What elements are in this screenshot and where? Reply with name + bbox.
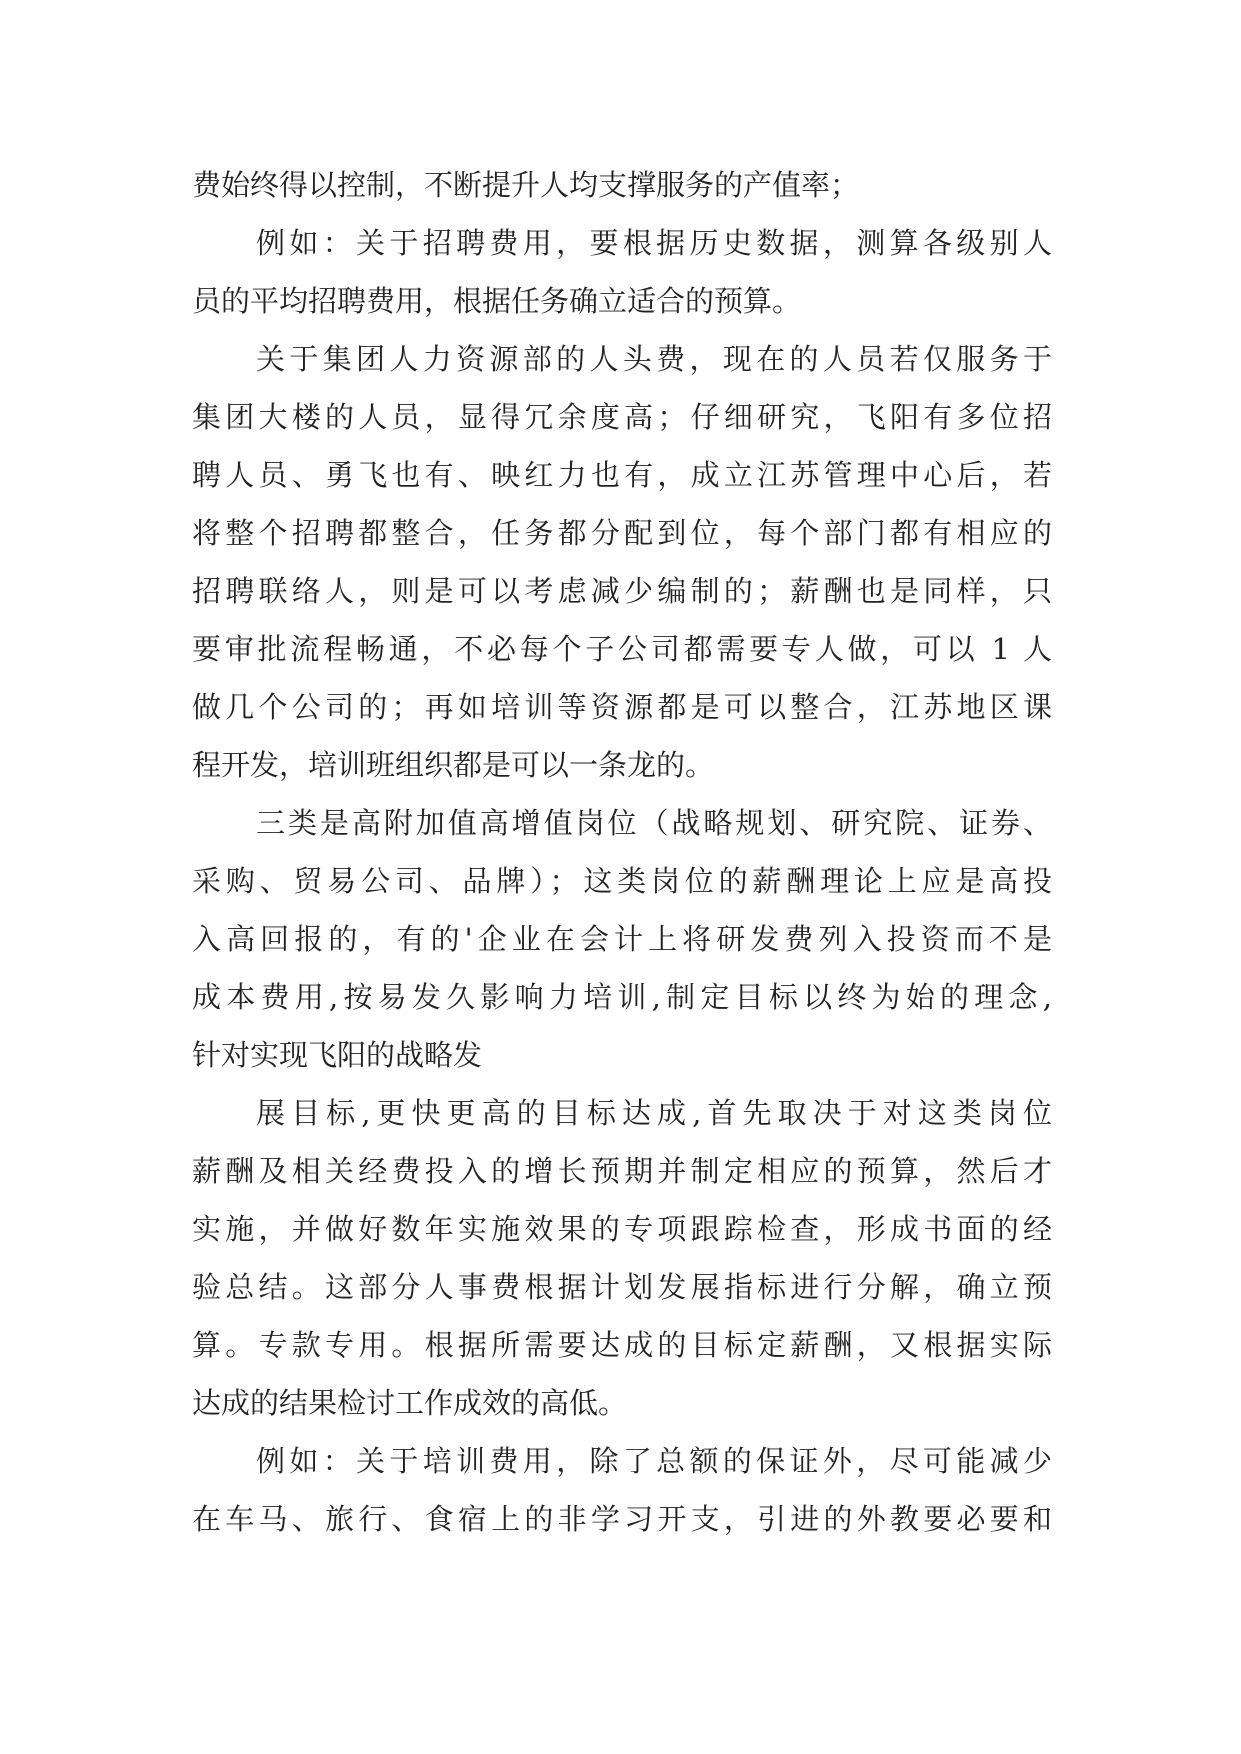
text-line: 在车马、旅行、食宿上的非学习开支，引进的外教要必要和 [192, 1502, 1052, 1536]
text-line: 算。专款专用。根据所需要达成的目标定薪酬，又根据实际 [192, 1328, 1052, 1362]
text-line: 程开发，培训班组织都是可以一条龙的。 [192, 748, 715, 782]
text-line: 入高回报的，有的'企业在会计上将研发费列入投资而不是 [192, 922, 1052, 956]
text-line: 采购、贸易公司、品牌）；这类岗位的薪酬理论上应是高投 [192, 864, 1052, 898]
text-line: 要审批流程畅通，不必每个子公司都需要专人做，可以 1 人 [192, 632, 1052, 666]
text-line: 费始终得以控制，不断提升人均支撑服务的产值率； [192, 168, 860, 202]
text-line: 集团大楼的人员，显得冗余度高；仔细研究，飞阳有多位招 [192, 400, 1052, 434]
text-line: 实施，并做好数年实施效果的专项跟踪检查，形成书面的经 [192, 1212, 1052, 1246]
body-text [192, 156, 1052, 1548]
text-line: 针对实现飞阳的战略发 [192, 1038, 483, 1072]
text-line: 展目标,更快更高的目标达成,首先取决于对这类岗位 [256, 1096, 1052, 1130]
text-line: 招聘联络人，则是可以考虑减少编制的；薪酬也是同样，只 [192, 574, 1052, 608]
text-line: 关于集团人力资源部的人头费，现在的人员若仅服务于 [256, 342, 1052, 376]
text-line: 例如：关于培训费用，除了总额的保证外，尽可能减少 [256, 1444, 1052, 1478]
text-line: 聘人员、勇飞也有、映红力也有，成立江苏管理中心后，若 [192, 458, 1052, 492]
text-line: 薪酬及相关经费投入的增长预期并制定相应的预算，然后才 [192, 1154, 1052, 1188]
text-line: 三类是高附加值高增值岗位（战略规划、研究院、证券、 [256, 806, 1052, 840]
text-line: 例如：关于招聘费用，要根据历史数据，测算各级别人 [256, 226, 1052, 260]
text-line: 成本费用,按易发久影响力培训,制定目标以终为始的理念, [192, 980, 1052, 1014]
text-line: 做几个公司的；再如培训等资源都是可以整合，江苏地区课 [192, 690, 1052, 724]
text-line: 达成的结果检讨工作成效的高低。 [192, 1386, 628, 1420]
text-line: 员的平均招聘费用，根据任务确立适合的预算。 [192, 284, 802, 318]
text-line: 将整个招聘都整合，任务都分配到位，每个部门都有相应的 [192, 516, 1052, 550]
text-line: 验总结。这部分人事费根据计划发展指标进行分解，确立预 [192, 1270, 1052, 1304]
